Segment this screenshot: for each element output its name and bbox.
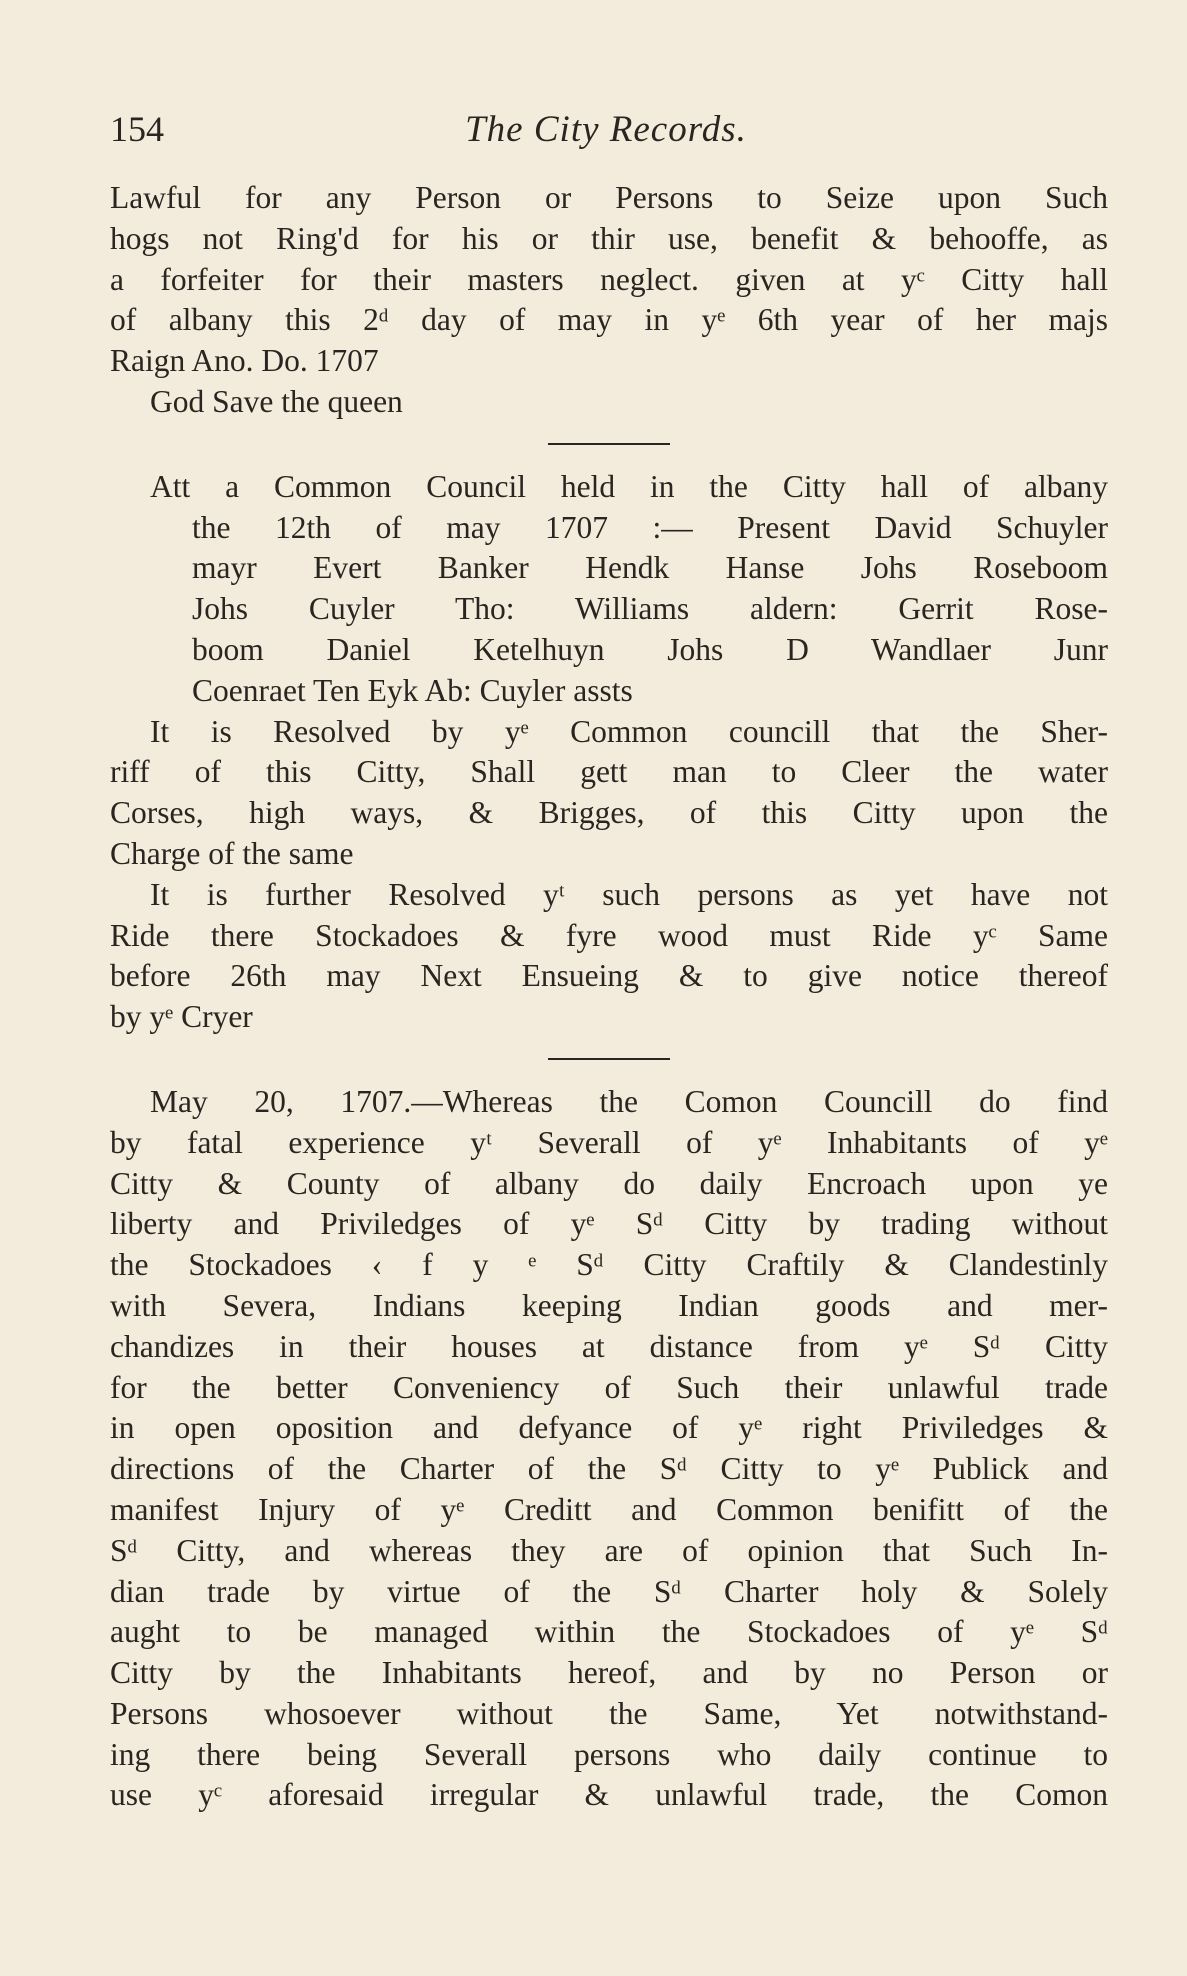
text-line: dian trade by virtue of the Sᵈ Charter holy & Solely bbox=[110, 1573, 1108, 1609]
text-line: directions of the Charter of the Sᵈ Citty to yᵉ Publick and bbox=[110, 1451, 1108, 1487]
text-line: riff of this Citty, Shall gett man to Cleer the water bbox=[110, 754, 1108, 790]
text-line: in open oposition and defyance of yᵉ right Priviledges & bbox=[110, 1410, 1108, 1446]
text-line: by fatal experience yᵗ Severall of yᵉ Inhabitants of yᵉ bbox=[110, 1124, 1108, 1160]
page-number: 154 bbox=[110, 109, 164, 149]
text-line: Johs Cuyler Tho: Williams aldern: Gerrit Rose- bbox=[192, 591, 1108, 627]
text-line: hogs not Ring'd for his or thir use, benefit & behooffe, as bbox=[110, 220, 1108, 256]
text-line: the 12th of may 1707 :— Present David Schuyler bbox=[192, 509, 1108, 545]
text-line: aught to be managed within the Stockadoes of yᵉ Sᵈ bbox=[110, 1614, 1108, 1650]
body-text bbox=[110, 178, 1108, 1816]
text-line: chandizes in their houses at distance from yᵉ Sᵈ Citty bbox=[110, 1328, 1108, 1364]
text-line: Coenraet Ten Eyk Ab: Cuyler assts bbox=[192, 672, 633, 708]
text-line: a forfeiter for their masters neglect. given at yᶜ Citty hall bbox=[110, 261, 1108, 297]
text-line: It is further Resolved yᵗ such persons as yet have not bbox=[150, 876, 1108, 912]
text-line: ing there being Severall persons who daily continue to bbox=[110, 1736, 1108, 1772]
text-line: God Save the queen bbox=[150, 383, 403, 419]
text-line: by yᵉ Cryer bbox=[110, 999, 253, 1035]
text-line: Citty by the Inhabitants hereof, and by no Person or bbox=[110, 1655, 1108, 1691]
text-line: Corses, high ways, & Brigges, of this Citty upon the bbox=[110, 795, 1108, 831]
text-line: boom Daniel Ketelhuyn Johs D Wandlaer Junr bbox=[192, 631, 1108, 667]
running-title: The City Records. bbox=[465, 109, 747, 150]
section-divider bbox=[548, 1058, 670, 1060]
text-line: Ride there Stockadoes & fyre wood must Ride yᶜ Same bbox=[110, 917, 1108, 953]
text-line: Lawful for any Person or Persons to Seize upon Such bbox=[110, 180, 1108, 215]
text-line: Raign Ano. Do. 1707 bbox=[110, 343, 379, 379]
text-line: Citty & County of albany do daily Encroach upon ye bbox=[110, 1165, 1108, 1201]
text-line: the Stockadoes ‹ f y ᵉ Sᵈ Citty Craftily & Clandestinly bbox=[110, 1247, 1108, 1283]
text-line: Persons whosoever without the Same, Yet notwithstand- bbox=[110, 1695, 1108, 1731]
text-line: for the better Conveniency of Such their unlawful trade bbox=[110, 1369, 1108, 1405]
text-line: Sᵈ Citty, and whereas they are of opinion that Such In- bbox=[110, 1532, 1108, 1568]
section-divider bbox=[548, 443, 670, 445]
text-line: before 26th may Next Ensueing & to give notice thereof bbox=[110, 958, 1108, 994]
text-line: mayr Evert Banker Hendk Hanse Johs Roseboom bbox=[192, 550, 1108, 586]
text-line: use yᶜ aforesaid irregular & unlawful trade, the Comon bbox=[110, 1777, 1108, 1813]
text-line: May 20, 1707.—Whereas the Comon Councill do find bbox=[150, 1083, 1108, 1119]
text-line: with Severa, Indians keeping Indian goods and mer- bbox=[110, 1287, 1108, 1323]
text-line: Charge of the same bbox=[110, 835, 354, 871]
text-line: liberty and Priviledges of yᵉ Sᵈ Citty by trading without bbox=[110, 1206, 1108, 1242]
text-line: manifest Injury of yᵉ Creditt and Common benifitt of the bbox=[110, 1491, 1108, 1527]
text-line: Att a Common Council held in the Citty hall of albany bbox=[150, 468, 1108, 504]
text-line: It is Resolved by yᵉ Common councill that the Sher- bbox=[150, 713, 1108, 749]
text-line: of albany this 2ᵈ day of may in yᵉ 6th year of her majs bbox=[110, 302, 1108, 338]
running-head bbox=[110, 108, 1102, 158]
